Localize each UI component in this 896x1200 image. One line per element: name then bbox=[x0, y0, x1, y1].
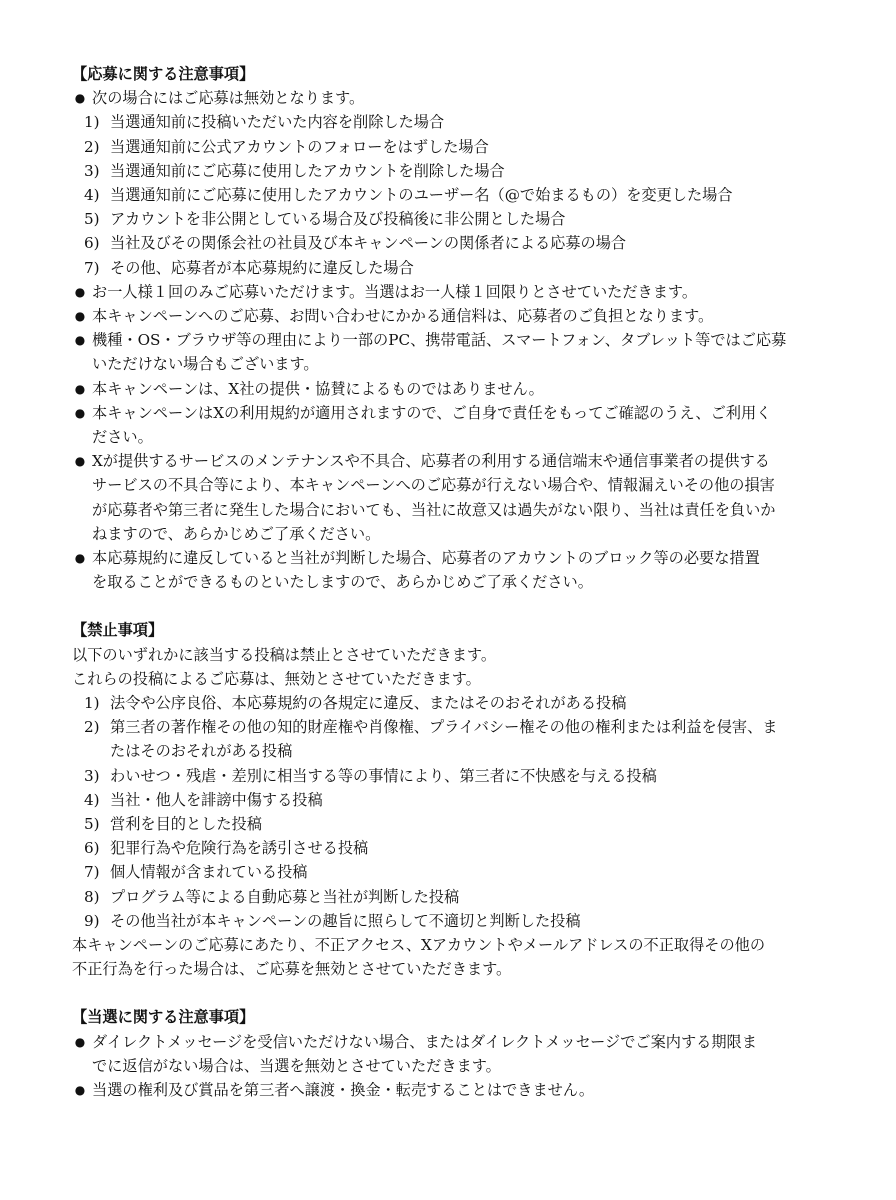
bullet-text: ねますので、あらかじめご了承ください。 bbox=[92, 524, 381, 543]
item-number: 8) bbox=[84, 887, 100, 906]
bullet-icon: ● bbox=[74, 309, 86, 324]
application-bullets-list bbox=[72, 280, 832, 595]
item-number: 3) bbox=[84, 766, 100, 785]
bullet-text: ダイレクトメッセージを受信いただけない場合、またはダイレクトメッセージでご案内する期限ま bbox=[92, 1032, 757, 1051]
item-text: 当選通知前に公式アカウントのフォローをはずした場合 bbox=[110, 137, 489, 156]
bullet-text: お一人様１回のみご応募いただけます。当選はお一人様１回限りとさせていただきます。 bbox=[92, 282, 698, 301]
item-number: 1) bbox=[84, 113, 100, 132]
bullet-icon: ● bbox=[74, 333, 86, 348]
item-number: 2) bbox=[84, 718, 100, 737]
prohibited-items-list bbox=[72, 691, 832, 933]
prohibited-item bbox=[72, 860, 832, 884]
bullet-text: が応募者や第三者に発生した場合においても、当社に故意又は過失がない限り、当社は責任を負いか bbox=[92, 500, 776, 519]
item-text: 犯罪行為や危険行為を誘引させる投稿 bbox=[110, 839, 369, 858]
item-number: 6) bbox=[84, 839, 100, 858]
bullet-icon: ● bbox=[74, 91, 86, 106]
bullet-text: いただけない場合もございます。 bbox=[92, 355, 319, 374]
invalid-case-item bbox=[72, 110, 832, 134]
bullet-text: 本キャンペーンは、X社の提供・協賛によるものではありません。 bbox=[92, 379, 544, 398]
bullet-icon: ● bbox=[74, 1083, 86, 1098]
bullet-icon: ● bbox=[74, 1034, 86, 1049]
bullet-text: 本キャンペーンはXの利用規約が適用されますので、ご自身で責任をもってご確認のうえ、ご利用く bbox=[92, 403, 772, 422]
item-text: 第三者の著作権その他の知的財産権や肖像権、プライバシー権その他の権利または利益を侵害、ま bbox=[110, 718, 778, 737]
item-text: わいせつ・残虐・差別に相当する等の事情により、第三者に不快感を与える投稿 bbox=[110, 766, 657, 785]
bullet-icon: ● bbox=[74, 284, 86, 299]
bullet-text: 次の場合にはご応募は無効となります。 bbox=[92, 89, 365, 108]
item-number: 7) bbox=[84, 258, 100, 277]
bullet-item bbox=[72, 1030, 832, 1078]
bullet-item bbox=[72, 377, 832, 401]
bullet-item bbox=[72, 86, 832, 110]
item-number: 7) bbox=[84, 863, 100, 882]
bullet-icon: ● bbox=[74, 454, 86, 469]
item-text: 当社・他人を誹謗中傷する投稿 bbox=[110, 790, 323, 809]
item-number: 4) bbox=[84, 790, 100, 809]
bullet-item bbox=[72, 1078, 832, 1102]
item-number: 3) bbox=[84, 161, 100, 180]
prohibited-intro-line: これらの投稿によるご応募は、無効とさせていただきます。 bbox=[72, 669, 481, 688]
prohibited-item bbox=[72, 836, 832, 860]
item-text: 当選通知前にご応募に使用したアカウントを削除した場合 bbox=[110, 161, 505, 180]
bullet-text: 本キャンペーンへのご応募、お問い合わせにかかる通信料は、応募者のご負担となります。 bbox=[92, 307, 714, 326]
prohibited-closing-line: 不正行為を行った場合は、ご応募を無効とさせていただきます。 bbox=[72, 960, 512, 979]
prohibited-closing-line: 本キャンペーンのご応募にあたり、不正アクセス、Xアカウントやメールアドレスの不正取得その他の bbox=[72, 936, 766, 955]
item-number: 5) bbox=[84, 210, 100, 229]
prohibited-item bbox=[72, 764, 832, 788]
item-text: 個人情報が含まれている投稿 bbox=[110, 863, 308, 882]
bullet-text: ださい。 bbox=[92, 428, 153, 447]
prohibited-item bbox=[72, 909, 832, 933]
item-text: 当選通知前に投稿いただいた内容を削除した場合 bbox=[110, 113, 445, 132]
item-text: たはそのおそれがある投稿 bbox=[110, 742, 293, 761]
prohibited-item bbox=[72, 788, 832, 812]
bullet-item bbox=[72, 328, 832, 376]
bullet-item bbox=[72, 546, 832, 594]
item-number: 1) bbox=[84, 694, 100, 713]
terms-document bbox=[72, 62, 832, 1102]
prohibited-item bbox=[72, 715, 832, 763]
item-text: 法令や公序良俗、本応募規約の各規定に違反、またはそのおそれがある投稿 bbox=[110, 694, 627, 713]
item-text: プログラム等による自動応募と当社が判断した投稿 bbox=[110, 887, 460, 906]
prohibited-item bbox=[72, 812, 832, 836]
bullet-item bbox=[72, 449, 832, 546]
winning-notes-heading: 【当選に関する注意事項】 bbox=[72, 1008, 255, 1027]
prohibited-closing bbox=[72, 933, 832, 981]
invalid-case-item bbox=[72, 207, 832, 231]
item-number: 4) bbox=[84, 186, 100, 204]
bullet-text: 本応募規約に違反していると当社が判断した場合、応募者のアカウントのブロック等の必要な措置 bbox=[92, 549, 760, 568]
prohibited-intro bbox=[72, 643, 832, 691]
bullet-text: 機種・OS・ブラウザ等の理由により一部のPC、携帯電話、スマートフォン、タブレット等ではご応募 bbox=[92, 331, 787, 350]
item-number: 5) bbox=[84, 815, 100, 834]
invalid-case-item bbox=[72, 256, 832, 280]
item-number: 6) bbox=[84, 234, 100, 253]
bullet-text: を取ることができるものといたしますので、あらかじめご了承ください。 bbox=[92, 573, 593, 592]
prohibited-item bbox=[72, 885, 832, 909]
bullet-text: でに返信がない場合は、当選を無効とさせていただきます。 bbox=[92, 1056, 501, 1075]
item-text: 当社及びその関係会社の社員及び本キャンペーンの関係者による応募の場合 bbox=[110, 234, 627, 253]
bullet-icon: ● bbox=[74, 381, 86, 396]
bullet-text: サービスの不具合等により、本キャンペーンへのご応募が行えない場合や、情報漏えいその他の損害 bbox=[92, 476, 775, 495]
application-notes-heading: 【応募に関する注意事項】 bbox=[72, 65, 255, 83]
prohibited-item bbox=[72, 691, 832, 715]
prohibited-heading: 【禁止事項】 bbox=[72, 621, 164, 640]
item-text: その他当社が本キャンペーンの趣旨に照らして不適切と判断した投稿 bbox=[110, 911, 581, 930]
item-text: その他、応募者が本応募規約に違反した場合 bbox=[110, 258, 414, 277]
winning-bullets-list bbox=[72, 1030, 832, 1103]
invalid-case-item bbox=[72, 135, 832, 159]
bullet-text: Xが提供するサービスのメンテナンスや不具合、応募者の利用する通信端末や通信事業者の提供する bbox=[92, 452, 770, 471]
bullet-item bbox=[72, 401, 832, 449]
invalid-case-item bbox=[72, 159, 832, 183]
item-text: アカウントを非公開としている場合及び投稿後に非公開とした場合 bbox=[110, 210, 566, 229]
bullet-icon: ● bbox=[74, 405, 86, 420]
prohibited-intro-line: 以下のいずれかに該当する投稿は禁止とさせていただきます。 bbox=[72, 645, 497, 664]
bullet-item bbox=[72, 304, 832, 328]
invalid-case-item bbox=[72, 231, 832, 255]
item-text: 当選通知前にご応募に使用したアカウントのユーザー名（@で始まるもの）を変更した場合 bbox=[110, 186, 733, 204]
item-text: 営利を目的とした投稿 bbox=[110, 815, 262, 834]
bullet-item bbox=[72, 280, 832, 304]
invalid-case-item bbox=[72, 183, 832, 207]
invalid-cases-list bbox=[72, 110, 832, 279]
bullet-text: 当選の権利及び賞品を第三者へ譲渡・換金・転売することはできません。 bbox=[92, 1081, 595, 1100]
item-number: 2) bbox=[84, 137, 100, 156]
bullet-icon: ● bbox=[74, 551, 86, 566]
item-number: 9) bbox=[84, 911, 100, 930]
